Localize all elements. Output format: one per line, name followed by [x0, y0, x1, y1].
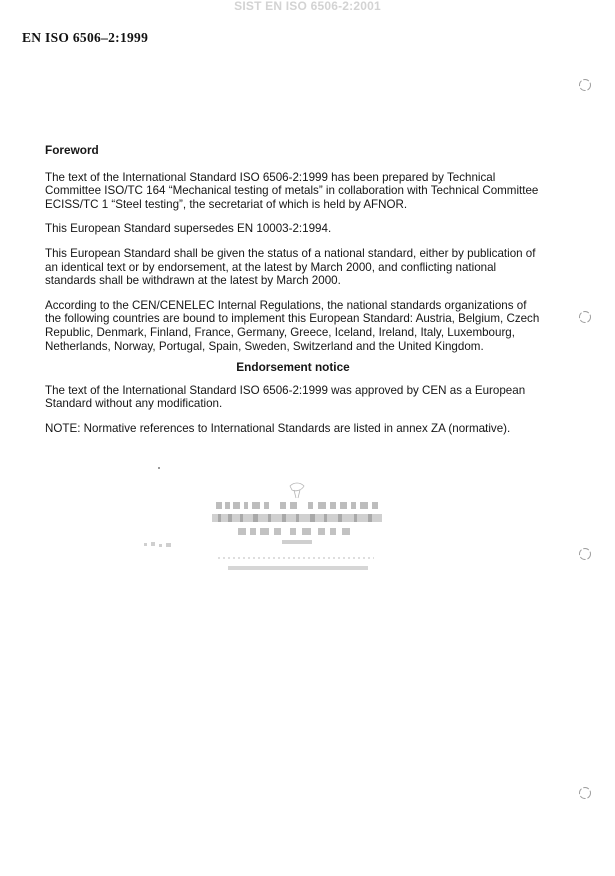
scan-smudge: [142, 538, 182, 552]
document-id-header: EN ISO 6506–2:1999: [22, 30, 149, 45]
foreword-paragraph-4: According to the CEN/CENELEC Internal Regulations, the national standards organizations of the following countries are bound to implement this European Standard: Austria, Belgium, Czech Republic, Denmark, Finland, France, Germany, Greece, Iceland, Ireland, Italy, Luxembourg, Netherlands, Norway, Portugal, Spain, Sweden, Switzerland and the United Kingdom.: [45, 298, 540, 353]
punch-hole-icon: [578, 786, 592, 800]
foreword-heading: Foreword: [45, 143, 99, 157]
library-stamp-image: [198, 480, 398, 580]
scan-speck: [158, 467, 160, 469]
endorsement-paragraph-1: The text of the International Standard ISO 6506-2:1999 was approved by CEN as a European Standard without any modification.: [45, 383, 526, 411]
foreword-paragraph-2: This European Standard supersedes EN 10003-2:1994.: [45, 222, 332, 236]
foreword-paragraph-1: The text of the International Standard ISO 6506-2:1999 has been prepared by Technical Committee ISO/TC 164 “Mechanical testing of metals” in collaboration with Technical Committee ECISS/TC 1 “Steel testing”, the secretariat of which is held by AFNOR.: [45, 170, 539, 211]
punch-hole-icon: [578, 547, 592, 561]
document-body: [45, 144, 541, 447]
foreword-paragraph-3: This European Standard shall be given the status of a national standard, either by publication of an identical text or by endorsement, at the latest by March 2000, and conflicting national standards shall be withdrawn at the latest by March 2000.: [45, 246, 536, 288]
punch-hole-icon: [578, 78, 592, 92]
watermark-text: SIST EN ISO 6506-2:2001: [234, 0, 381, 13]
endorsement-note: NOTE: Normative references to International Standards are listed in annex ZA (normative).: [45, 421, 511, 435]
punch-hole-icon: [578, 310, 592, 324]
endorsement-heading: Endorsement notice: [236, 360, 350, 375]
